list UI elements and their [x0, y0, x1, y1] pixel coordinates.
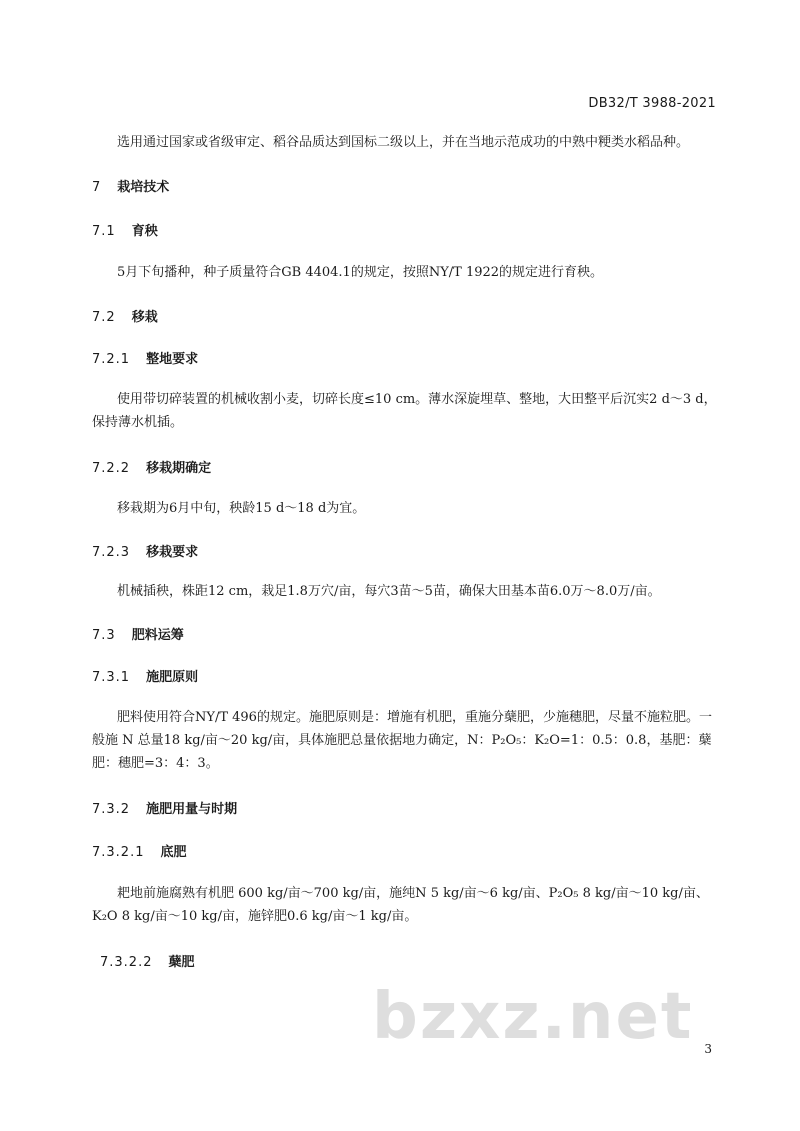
section-title: 移栽要求 — [146, 545, 199, 560]
section-7-1-paragraph: 5月下旬播种，种子质量符合GB 4404.1的规定，按照NY/T 1922的规定进行育秧。 — [117, 265, 604, 280]
section-7-3-heading — [92, 624, 800, 643]
section-7-2-3-heading — [92, 541, 800, 560]
section-title: 移栽期确定 — [146, 461, 212, 476]
section-number: 7.2.2 — [92, 461, 131, 476]
intro-paragraph: 选用通过国家或省级审定、稻谷品质达到国标二级以上，并在当地示范成功的中熟中粳类水稻品种。 — [117, 135, 690, 150]
section-number: 7.2.1 — [92, 352, 131, 367]
page-number: 3 — [704, 1042, 712, 1056]
section-7-1-heading — [92, 220, 800, 239]
section-number: 7.3 — [92, 628, 116, 643]
section-number: 7.3.2.1 — [92, 845, 145, 860]
section-title: 育秧 — [131, 224, 158, 239]
section-7-3-1-paragraph: 肥料使用符合NY/T 496的规定。施肥原则是：增施有机肥，重施分蘖肥，少施穗肥，尽量不施粒肥。一般施 N 总量18 kg/亩～20 kg/亩，具体施肥总量依据地力确定，N：P₂O₅：K₂O=1：0.5：0.8，基肥：蘖肥：穗肥=3：4：3。 — [92, 710, 712, 771]
section-7-2-1-paragraph: 使用带切碎装置的机械收割小麦，切碎长度≤10 cm。薄水深旋埋草、整地，大田整平后沉实2 d～3 d，保持薄水机插。 — [92, 392, 717, 430]
section-title: 底肥 — [160, 845, 187, 860]
section-7-2-3-paragraph: 机械插秧，株距12 cm，栽足1.8万穴/亩，每穴3苗～5苗，确保大田基本苗6.0万～8.0万/亩。 — [117, 584, 661, 599]
section-number: 7.3.1 — [92, 670, 131, 685]
section-7-2-2-heading — [92, 457, 800, 476]
section-title: 移栽 — [131, 310, 158, 325]
section-number: 7.2 — [92, 310, 116, 325]
section-number: 7.3.2.2 — [100, 955, 153, 970]
section-7-2-2-paragraph: 移栽期为6月中旬，秧龄15 d～18 d为宜。 — [117, 501, 366, 516]
section-7-2-1-heading — [92, 348, 800, 367]
section-7-3-1-heading — [92, 666, 800, 685]
section-7-3-2-1-paragraph: 耙地前施腐熟有机肥 600 kg/亩～700 kg/亩，施纯N 5 kg/亩～6 kg/亩、P₂O₅ 8 kg/亩～10 kg/亩、K₂O 8 kg/亩～10 kg/亩，施锌肥0.6 kg/亩～1 kg/亩。 — [92, 886, 709, 924]
section-7-3-2-2-heading — [100, 951, 800, 970]
document-code: DB32/T 3988-2021 — [588, 96, 716, 111]
section-number: 7.1 — [92, 224, 116, 239]
section-title: 施肥原则 — [146, 670, 199, 685]
section-number: 7.2.3 — [92, 545, 131, 560]
section-7-heading — [92, 176, 800, 195]
section-title: 肥料运筹 — [131, 628, 184, 643]
watermark-logo: bzxz.net — [372, 980, 694, 1054]
section-7-3-2-1-heading — [92, 841, 800, 860]
section-7-3-2-heading — [92, 798, 800, 817]
section-title: 栽培技术 — [117, 180, 170, 195]
section-title: 施肥用量与时期 — [146, 802, 238, 817]
section-title: 蘖肥 — [168, 955, 195, 970]
section-7-2-heading — [92, 306, 800, 325]
section-number: 7 — [92, 180, 102, 195]
section-title: 整地要求 — [146, 352, 199, 367]
section-number: 7.3.2 — [92, 802, 131, 817]
